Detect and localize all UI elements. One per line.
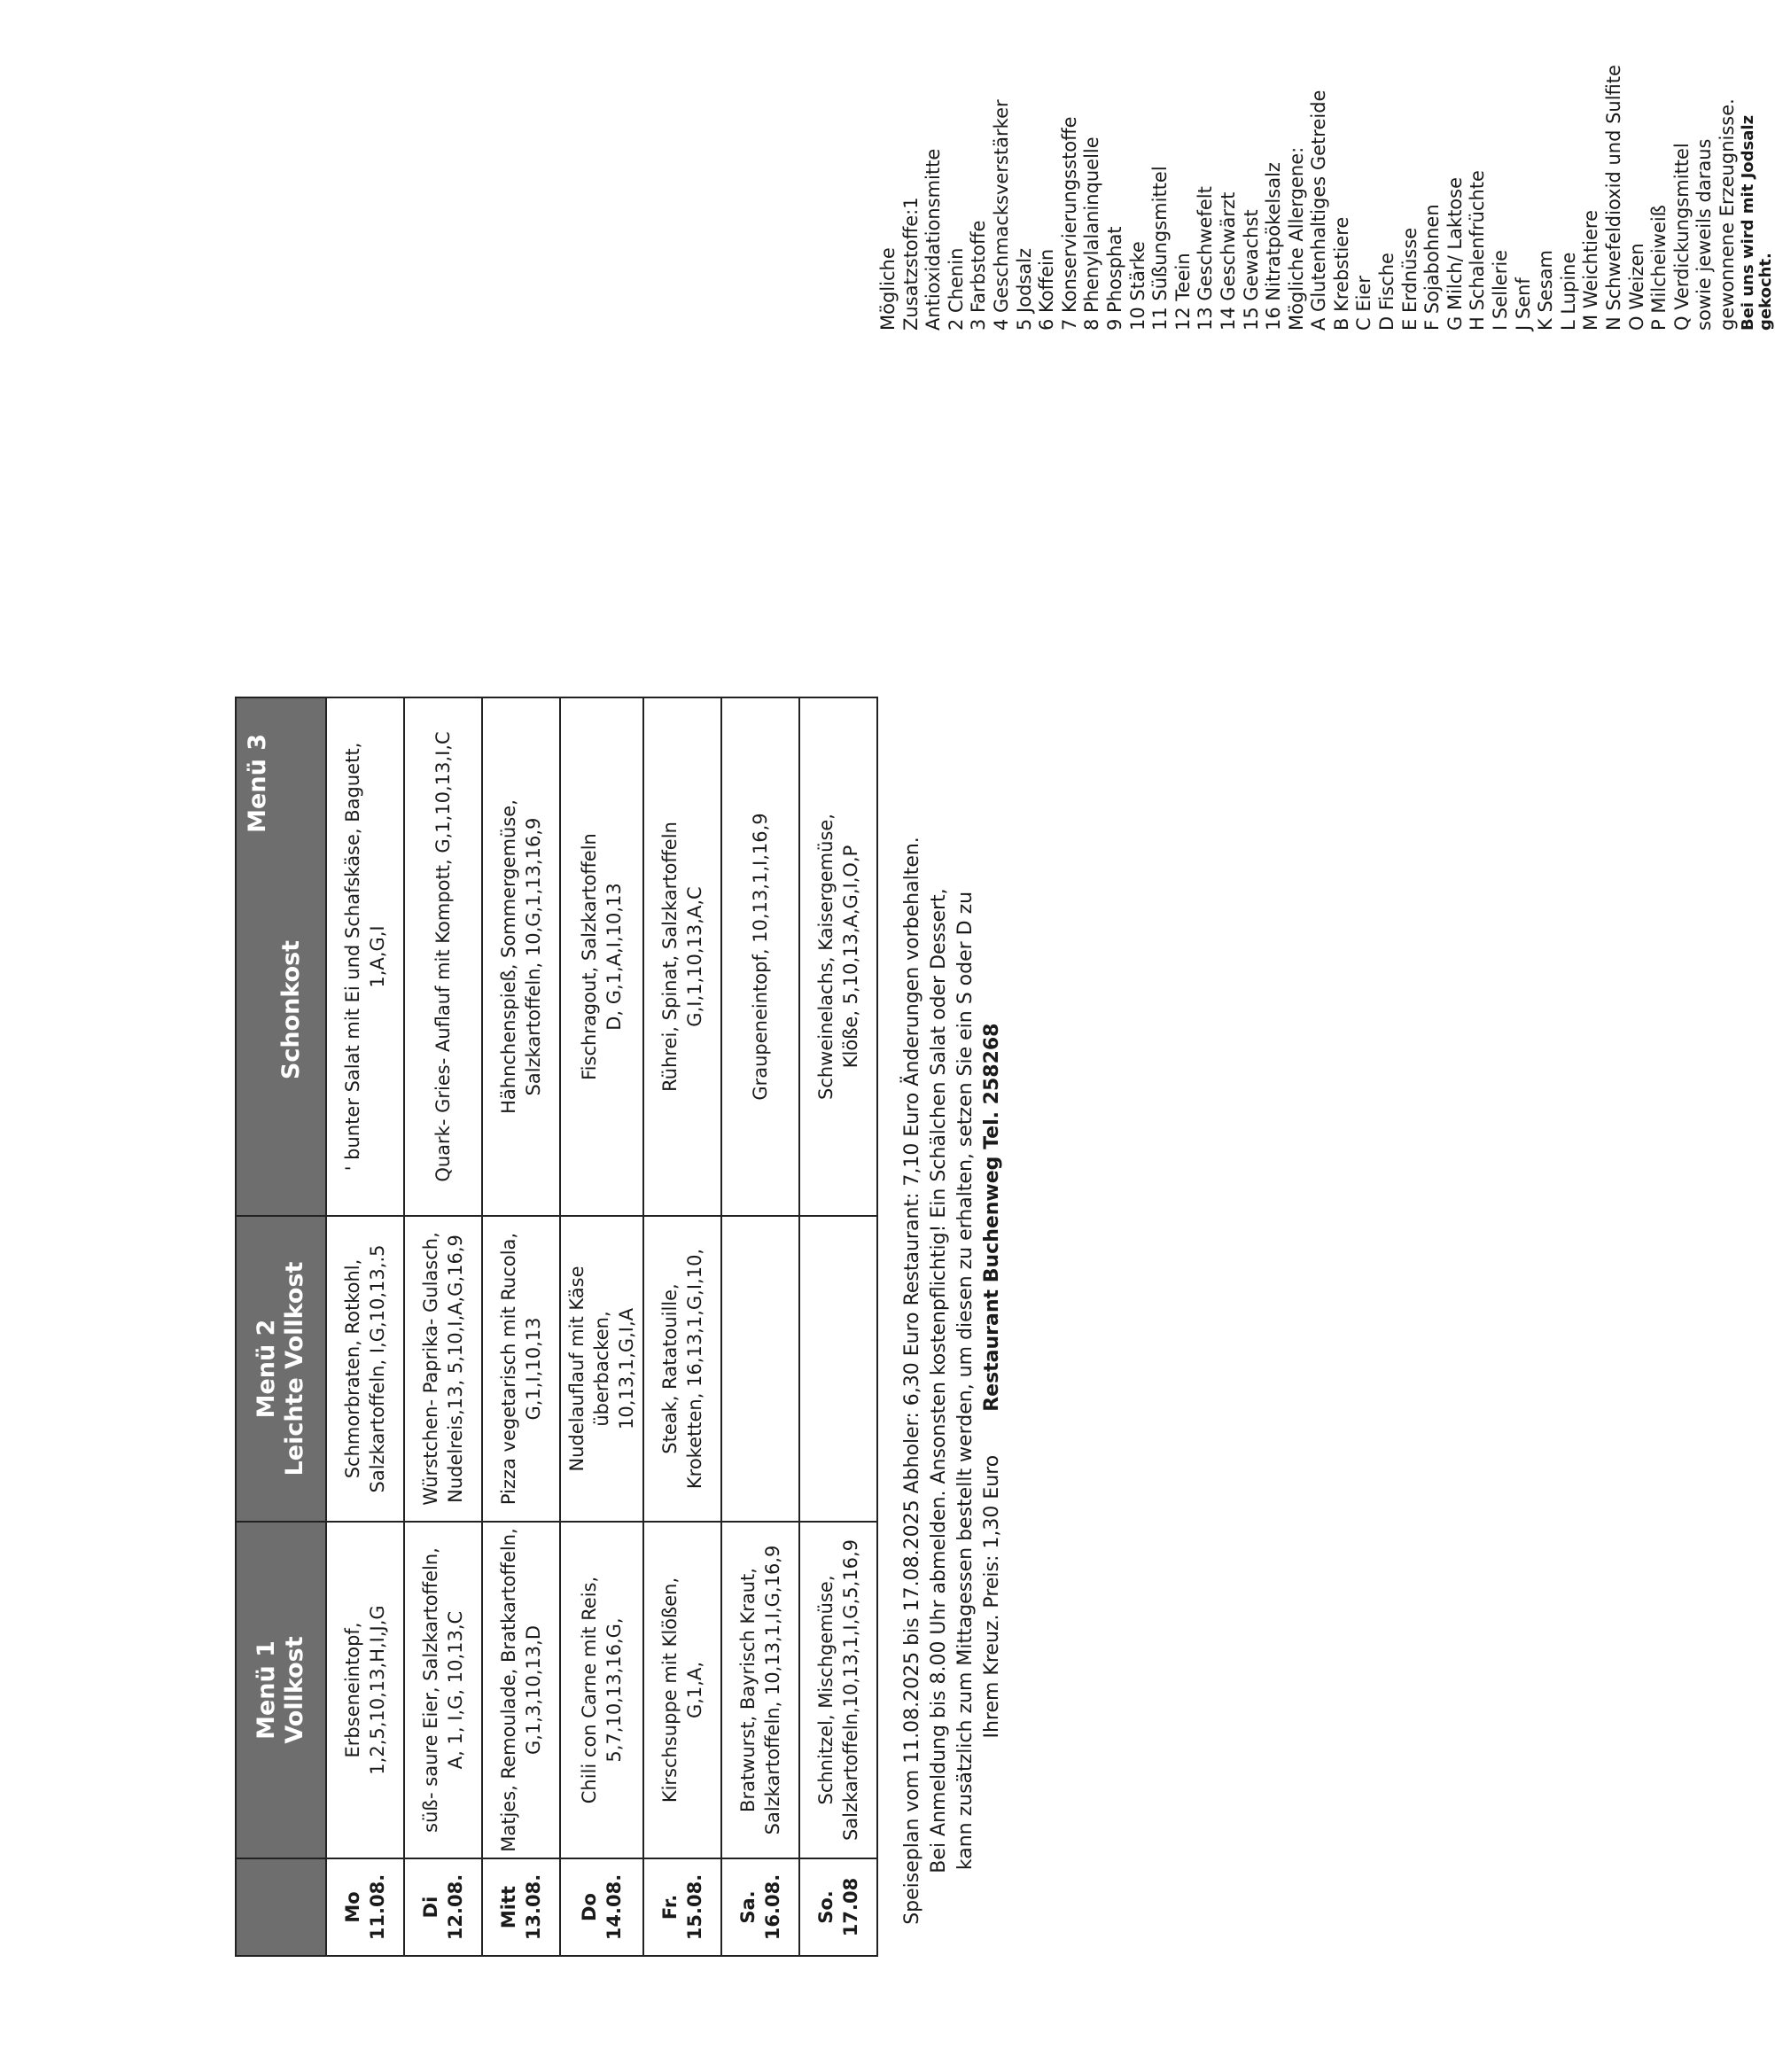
legend-item: 10 Stärke <box>1126 241 1148 331</box>
legend-item: 2 Chenin <box>945 247 967 331</box>
legend-item: 12 Teein <box>1172 253 1194 331</box>
table-row <box>721 697 799 1956</box>
legend-item: F Sojabohnen <box>1421 204 1444 331</box>
day-date: 15.08. <box>684 1873 705 1941</box>
day-date: 11.08. <box>367 1873 388 1941</box>
table-header-row <box>236 697 326 1956</box>
legend-item: 7 Konservierungsstoffe <box>1058 116 1080 331</box>
menu1-subtitle: Vollkost <box>281 1636 308 1744</box>
footer-price: Ihrem Kreuz. Preis: 1,30 Euro <box>981 1454 1003 1739</box>
legend-item: G Milch/ Laktose <box>1444 176 1466 331</box>
dish-text: ' bunter Salat mit Ei und Schafskäse, Baguett, <box>342 742 363 1172</box>
menu2-header <box>236 1216 326 1522</box>
menu2-cell <box>482 1216 560 1522</box>
table-row <box>326 697 404 1956</box>
day-cell <box>799 1858 877 1956</box>
day-date: 17.08 <box>840 1877 861 1937</box>
footer-line-1: Speiseplan vom 11.08.2025 bis 17.08.2025 Abholer: 6,30 Euro Restaurant: 7,10 Euro Änderungen vorbehalten. <box>901 837 923 1925</box>
day-name: Fr. <box>659 1894 681 1920</box>
day-cell <box>482 1858 560 1956</box>
menu3-cell <box>799 697 877 1216</box>
legend-item: 15 Gewachst <box>1240 209 1262 331</box>
legend-item: 9 Phosphat <box>1103 226 1125 331</box>
dish-text: Rührei, Spinat, Salzkartoffeln <box>659 822 681 1092</box>
allergen-legend <box>877 29 1775 331</box>
menu1-cell <box>404 1522 482 1858</box>
allergen-codes: Salzkartoffeln,10,13,1,I,G,5,16,9 <box>840 1538 861 1842</box>
menu2-subtitle: Leichte Vollkost <box>281 1261 308 1476</box>
day-name: Do <box>579 1893 600 1921</box>
legend-item: 14 Geschwärzt <box>1217 191 1239 331</box>
legend-item: D Fische <box>1376 253 1398 331</box>
menu1-cell <box>799 1522 877 1858</box>
legend-item: J Senf <box>1512 277 1534 331</box>
menu3-header <box>236 697 326 1216</box>
allergen-codes: Klöße, 5,10,13,A,G,I,O,P <box>840 845 861 1069</box>
allergen-codes: D, G,1,A,I,10,13 <box>603 883 625 1031</box>
dish-text: Quark- Gries- Auflauf mit Kompott, G,1,10,13,I,C <box>432 731 454 1182</box>
menu-table <box>235 697 878 1957</box>
day-name: So. <box>815 1890 837 1924</box>
day-name: Mo <box>342 1891 363 1923</box>
day-date: 14.08. <box>603 1873 625 1941</box>
menu2-cell <box>326 1216 404 1522</box>
table-row <box>482 697 560 1956</box>
allergen-codes: Salzkartoffeln, 10,13,1,I,G,16,9 <box>762 1545 783 1835</box>
legend-item: 13 Geschwefelt <box>1195 186 1217 331</box>
legend-item: 6 Koffein <box>1036 248 1058 331</box>
legend-item: Q Verdickungsmittel <box>1670 143 1693 331</box>
dish-text: Würstchen- Paprika- Gulasch, <box>420 1232 441 1506</box>
legend-item: 3 Farbstoffe <box>968 220 990 331</box>
allergen-codes: G,1,3,10,13,D <box>523 1625 544 1755</box>
legend-item: Mögliche Allergene: <box>1285 146 1307 331</box>
legend-item: Antioxidationsmitte <box>923 148 945 331</box>
dish-text: Fischragout, Salzkartoffeln <box>579 833 600 1080</box>
table-row <box>560 697 643 1956</box>
day-name: Di <box>420 1896 441 1919</box>
legend-item: P Milcheiweiß <box>1648 205 1670 331</box>
dish-text: Chili con Carne mit Reis, <box>579 1576 600 1804</box>
allergen-codes: Kroketten, 16,13,1,G,I,10, <box>684 1248 705 1490</box>
allergen-codes: Salzkartoffeln, 10,G,1,13,16,9 <box>523 817 544 1096</box>
menu3-subtitle: Schonkost <box>277 939 305 1080</box>
dish-text: Kirschsuppe mit Klößen, <box>659 1577 681 1803</box>
allergen-codes: 1,A,G,I <box>367 925 388 988</box>
legend-item: 11 Süßungsmittel <box>1149 166 1172 331</box>
menu1-cell <box>560 1522 643 1858</box>
dish-text: Pizza vegetarisch mit Rucola, <box>498 1232 519 1506</box>
allergen-codes: 5,7,10,13,16,G, <box>603 1617 625 1763</box>
legend-item: L Lupine <box>1557 252 1579 331</box>
dish-text: Matjes, Remoulade, Bratkartoffeln, <box>498 1528 519 1852</box>
legend-item: E Erdnüsse <box>1398 227 1421 331</box>
footer-line-2: Bei Anmeldung bis 8.00 Uhr abmelden. Ansonsten kostenpflichtig! Ein Schälchen Salat oder Dessert, <box>928 888 950 1873</box>
menu2-cell <box>799 1216 877 1522</box>
footer-line-3: kann zusätzlich zum Mittagessen bestellt werden, um diesen zu erhalten, setzen Sie ein S oder D zu <box>954 891 977 1871</box>
table-row <box>643 697 721 1956</box>
menu1-cell <box>326 1522 404 1858</box>
dish-text: Schweinelachs, Kaisergemüse, <box>815 814 837 1100</box>
menu3-cell <box>560 697 643 1216</box>
menu2-cell <box>721 1216 799 1522</box>
legend-note: Bei uns wird mit Jodsalz <box>1738 114 1757 331</box>
dish-text: Erbseneintopf, <box>342 1622 363 1758</box>
day-cell <box>326 1858 404 1956</box>
legend-item: H Schalenfrüchte <box>1467 170 1489 331</box>
dish-text: Schmorbraten, Rotkohl, <box>342 1258 363 1479</box>
allergen-codes: Nudelreis,13, 5,10,I,A,G,16,9 <box>445 1235 466 1503</box>
menu3-cell <box>721 697 799 1216</box>
menu3-cell <box>482 697 560 1216</box>
dish-text: Nudelauflauf mit Käse <box>566 1266 588 1472</box>
allergen-codes: A, 1, I,G, 10,13,C <box>445 1610 466 1770</box>
legend-item: 5 Jodsalz <box>1013 247 1035 331</box>
menu1-header <box>236 1522 326 1858</box>
menu2-cell <box>404 1216 482 1522</box>
table-row <box>799 697 877 1956</box>
legend-item: B Krebstiere <box>1330 216 1352 331</box>
allergen-codes: G,1,A, <box>684 1661 705 1719</box>
legend-item: O Weizen <box>1625 243 1647 331</box>
day-name: Sa. <box>737 1890 759 1924</box>
menu1-cell <box>643 1522 721 1858</box>
allergen-codes: Salzkartoffeln, I,G,10,13,.5 <box>367 1244 388 1493</box>
legend-item: 8 Phenylalaninquelle <box>1081 136 1103 331</box>
dish-text: Hähnchenspieß, Sommergemüse, <box>498 799 519 1114</box>
menu2-cell <box>643 1216 721 1522</box>
allergen-codes: 1,2,5,10,13,H,I,J,G <box>367 1605 388 1775</box>
menu3-cell <box>404 697 482 1216</box>
dish-text-2: überbacken, <box>591 1311 612 1427</box>
menu3-title: Menü 3 <box>244 734 271 833</box>
day-cell <box>721 1858 799 1956</box>
legend-item: gewonnene Erzeugnisse. <box>1716 98 1738 331</box>
dish-text: Steak, Ratatouille, <box>659 1283 681 1454</box>
day-date: 13.08. <box>523 1873 544 1941</box>
day-cell <box>560 1858 643 1956</box>
day-cell <box>404 1858 482 1956</box>
legend-item: C Eier <box>1353 276 1375 331</box>
allergen-codes: G,I,1,10,13,A,C <box>684 886 705 1027</box>
dish-text: Schnitzel, Mischgemüse, <box>815 1575 837 1805</box>
day-cell <box>643 1858 721 1956</box>
restaurant-contact: Restaurant Buchenweg Tel. 258268 <box>981 1023 1003 1412</box>
menu1-cell <box>721 1522 799 1858</box>
day-date: 12.08. <box>445 1873 466 1941</box>
day-column-header <box>236 1858 326 1956</box>
menu1-cell <box>482 1522 560 1858</box>
menu2-cell <box>560 1216 643 1522</box>
footer-line-4 <box>979 805 1006 1957</box>
legend-item: K Sesam <box>1535 250 1557 331</box>
dish-text: Graupeneintopf, 10,13,1,I,16,9 <box>750 813 771 1101</box>
legend-item: 4 Geschmacksverstärker <box>990 99 1012 331</box>
legend-item: sowie jeweils daraus <box>1693 138 1716 331</box>
menu2-title: Menü 2 <box>253 1319 280 1419</box>
menu3-cell <box>643 697 721 1216</box>
allergen-codes: 10,13,1,G,I,A <box>616 1308 637 1430</box>
legend-item: 16 Nitratpökelsalz <box>1263 162 1285 331</box>
menu3-cell <box>326 697 404 1216</box>
footer-notes <box>899 805 1006 1957</box>
legend-item: M Weichtiere <box>1580 209 1602 331</box>
dish-text: Bratwurst, Bayrisch Kraut, <box>737 1568 759 1812</box>
legend-item: A Glutenhaltiges Getreide <box>1308 90 1330 331</box>
legend-item: Zusatzstoffe:1 <box>899 197 922 331</box>
legend-item: N Schwefeldioxid und Sulfite <box>1603 65 1624 331</box>
legend-note-2: gekocht. <box>1756 253 1775 331</box>
dish-text: süß- saure Eier, Salzkartoffeln, <box>420 1547 441 1833</box>
menu1-title: Menü 1 <box>253 1640 280 1740</box>
legend-item: I Sellerie <box>1490 249 1512 331</box>
table-row <box>404 697 482 1956</box>
day-name: Mitt <box>498 1885 519 1929</box>
day-date: 16.08. <box>762 1873 783 1941</box>
legend-item: Mögliche <box>877 247 899 331</box>
allergen-codes: G,1,I,10,13 <box>523 1317 544 1421</box>
